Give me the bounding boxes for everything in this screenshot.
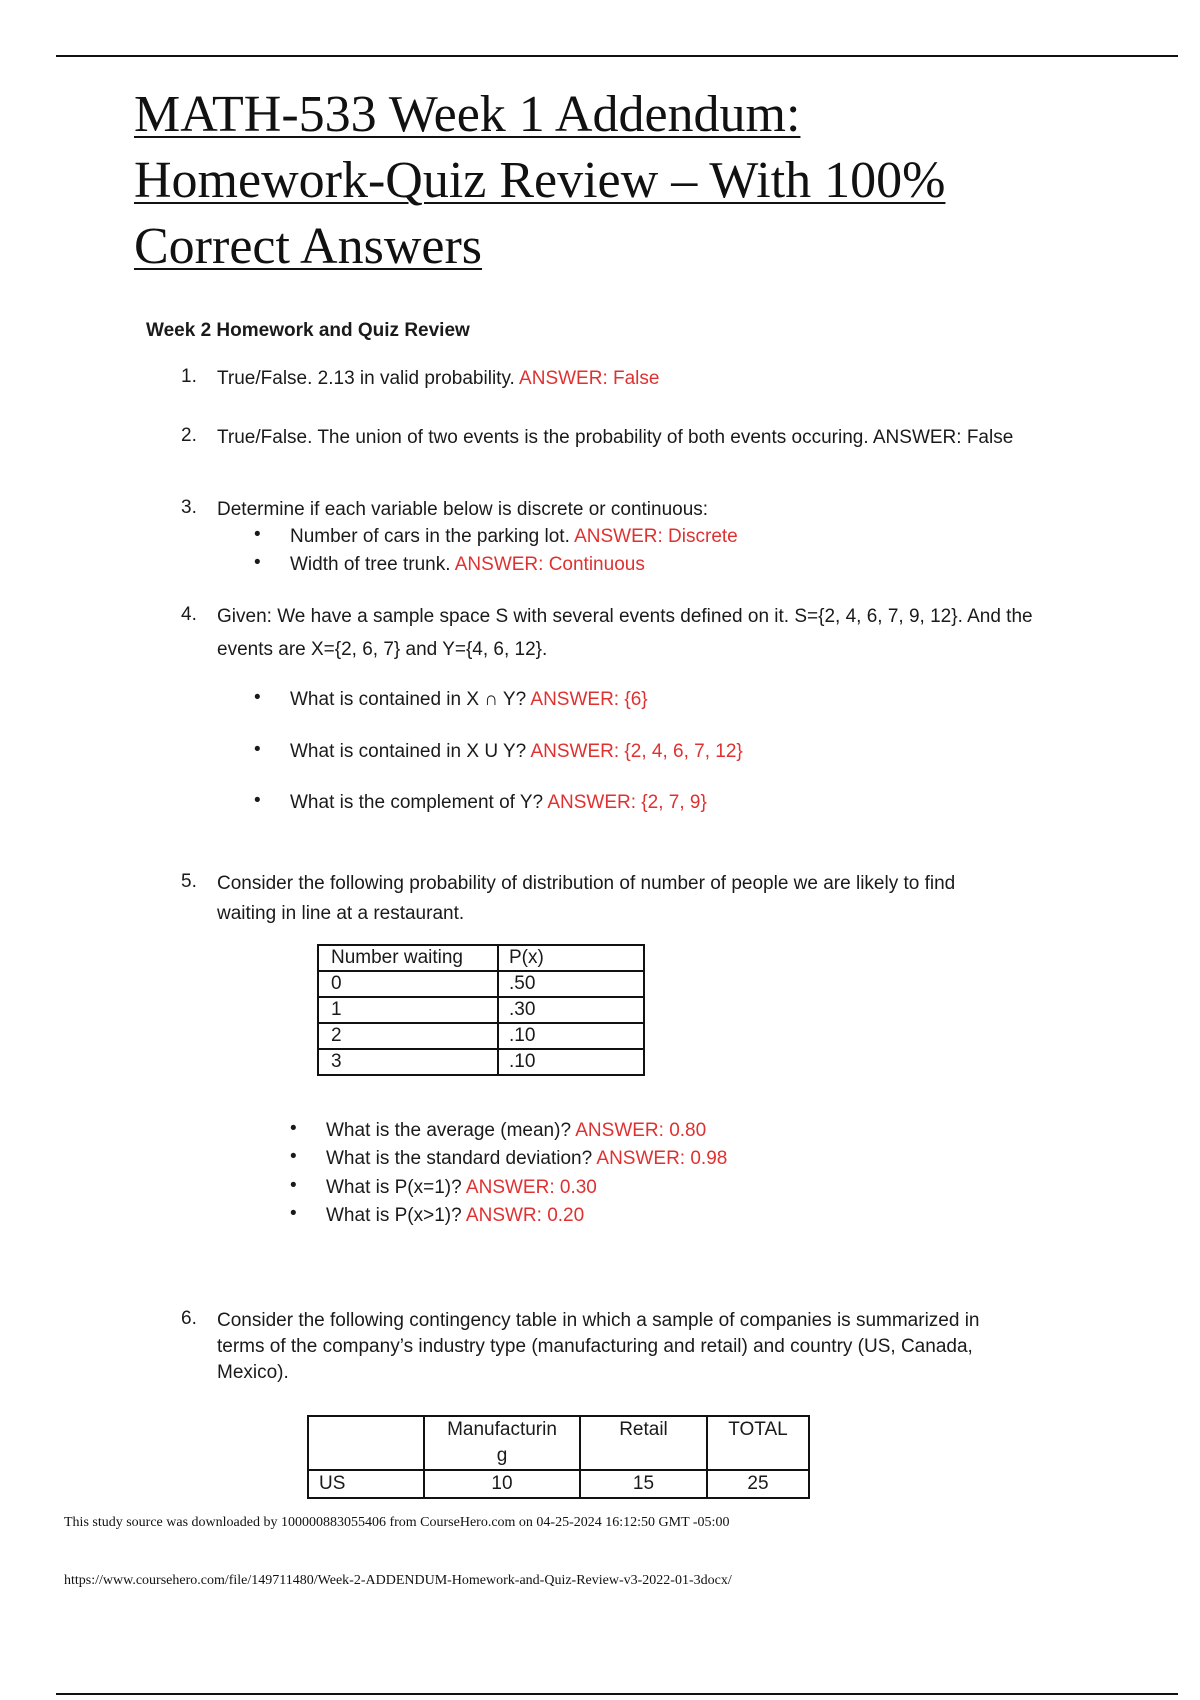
title-line-1: MATH-533 Week 1 Addendum: [134,86,801,143]
q5-question [217,871,1097,927]
bullet-icon: • [290,1175,297,1196]
table-header-row [308,1416,809,1470]
q3-number: 3. [181,497,197,518]
table-row [308,1470,809,1498]
q6-question [217,1308,1097,1386]
q4-number: 4. [181,604,197,625]
table-cell: 1 [318,997,498,1023]
q4-line-2: events are X={2, 6, 7} and Y={4, 6, 12}. [217,639,548,660]
table-cell: .50 [498,971,644,997]
table-header-cell [308,1416,424,1470]
q5-line-2: waiting in line at a restaurant. [217,903,465,924]
q2-question: True/False. The union of two events is the probability of both events occuring. ANSWER: False [217,427,1014,448]
table-header-row [318,945,644,971]
q6-number: 6. [181,1308,197,1329]
bullet-icon: • [254,739,261,760]
table-cell: US [308,1470,424,1498]
table-row [318,997,644,1023]
section-heading: Week 2 Homework and Quiz Review [146,320,470,341]
q5-b2-text: What is the standard deviation? [326,1148,593,1169]
q1-text [217,366,659,392]
q5-b4-answer: ANSWR: 0.20 [465,1205,585,1226]
q4-b3-answer: ANSWER: {2, 7, 9} [547,792,707,813]
q5-number: 5. [181,871,197,892]
q4-question [217,604,1097,663]
table-cell: 25 [707,1470,809,1498]
bullet-icon: • [254,524,261,545]
q3-b2-answer: ANSWER: Continuous [454,554,645,575]
manufacturing-header-wrap: g [496,1445,508,1466]
q3-b2-text: Width of tree trunk. [290,554,451,575]
q3-bullet-1 [290,524,738,550]
top-rule [56,55,1178,57]
q5-bullet-4 [326,1203,584,1229]
bullet-icon: • [290,1146,297,1167]
bullet-icon: • [254,687,261,708]
table-header-cell: P(x) [498,945,644,971]
q5-b3-text: What is P(x=1)? [326,1177,462,1198]
q1-number: 1. [181,366,197,387]
source-url[interactable]: https://www.coursehero.com/file/149711480/Week-2-ADDENDUM-Homework-and-Quiz-Review-v3-2022-01-3docx/ [64,1573,732,1588]
manufacturing-header: Manufacturin [447,1419,557,1440]
table-header-cell: TOTAL [707,1416,809,1470]
contingency-table [307,1415,810,1499]
q6-line-3: Mexico). [217,1362,289,1383]
q2-number: 2. [181,425,197,446]
q5-b4-text: What is P(x>1)? [326,1205,462,1226]
q4-b2-text: What is contained in X U Y? [290,741,527,762]
table-row [318,971,644,997]
bullet-icon: • [290,1203,297,1224]
q1-question: True/False. 2.13 in valid probability. [217,368,515,389]
distribution-table [317,944,645,1076]
bottom-rule [56,1693,1178,1695]
table-cell: .10 [498,1049,644,1075]
q5-bullet-3 [326,1175,597,1201]
q4-b2-answer: ANSWER: {2, 4, 6, 7, 12} [530,741,743,762]
q3-b1-text: Number of cars in the parking lot. [290,526,570,547]
q6-line-2: terms of the company’s industry type (manufacturing and retail) and country (US, Canada, [217,1336,973,1357]
bullet-icon: • [254,552,261,573]
q3-b1-answer: ANSWER: Discrete [574,526,738,547]
table-cell: 10 [424,1470,580,1498]
q5-b2-answer: ANSWER: 0.98 [596,1148,728,1169]
q4-bullet-2 [290,739,743,765]
q3-bullet-2 [290,552,645,578]
bullet-icon: • [290,1118,297,1139]
q5-b3-answer: ANSWER: 0.30 [465,1177,597,1198]
q5-bullet-2 [326,1146,727,1172]
q4-b1-text: What is contained in X ∩ Y? [290,689,527,710]
table-cell: 3 [318,1049,498,1075]
table-header-cell [424,1416,580,1470]
q6-line-1: Consider the following contingency table in which a sample of companies is summarized in [217,1310,980,1331]
table-cell: .30 [498,997,644,1023]
table-row [318,1049,644,1075]
q4-line-1: Given: We have a sample space S with several events defined on it. S={2, 4, 6, 7, 9, 12}. And the [217,606,1033,627]
q4-b3-text: What is the complement of Y? [290,792,544,813]
table-cell: 0 [318,971,498,997]
bullet-icon: • [254,790,261,811]
q1-answer: ANSWER: False [519,368,660,389]
table-cell: 2 [318,1023,498,1049]
q4-bullet-1 [290,687,648,713]
table-header-cell: Retail [580,1416,707,1470]
table-cell: 15 [580,1470,707,1498]
q4-b1-answer: ANSWER: {6} [530,689,648,710]
title-line-3: Correct Answers [134,218,483,275]
q5-b1-text: What is the average (mean)? [326,1120,572,1141]
q5-bullet-1 [326,1118,706,1144]
document-title [134,82,1134,280]
title-line-2: Homework-Quiz Review – With 100% [134,152,946,209]
q4-bullet-3 [290,790,707,816]
table-row [318,1023,644,1049]
q3-question: Determine if each variable below is discrete or continuous: [217,499,709,520]
table-header-cell: Number waiting [318,945,498,971]
q5-b1-answer: ANSWER: 0.80 [575,1120,707,1141]
table-cell: .10 [498,1023,644,1049]
source-notice: This study source was downloaded by 100000883055406 from CourseHero.com on 04-25-2024 16:12:50 GMT -05:00 [64,1515,730,1530]
q5-line-1: Consider the following probability of distribution of number of people we are likely to find [217,873,956,894]
